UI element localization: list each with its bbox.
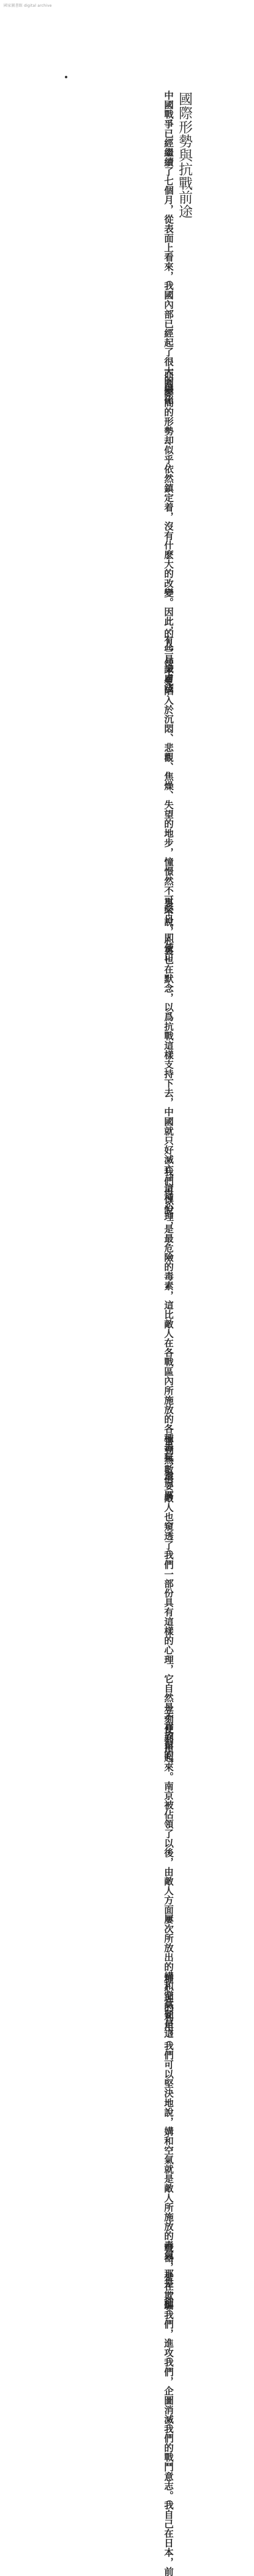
margin-dot (65, 76, 67, 78)
text-column-8: 種心理的利用。我們可以堅決地說，媾和空氣就是敵人所施放的毒氣，那是一種 (163, 1974, 174, 2308)
text-column-1: 中國戰爭已經繼續了七個月，從表面上看來，我國內部已經起了很大的變化 (163, 91, 174, 405)
text-column-5: 我們可以說，是最危險的毒素，這比敵人在各戰區內所施放的各種毒氣，還要厲 (163, 1167, 174, 1500)
text-column-7: 立刻便利用起來。南京被佔領了以後，由敵人方面屢次所放出的媾和空氣便是這 (163, 1705, 174, 2038)
text-column-2: ，而國際間的形勢却似乎依然鎮定着，沒有什麽大的改變。因此，有些見識膚淺 (163, 360, 174, 693)
text-column-3: 的人，便不免陷入於沉悶、悲觀、焦燥、失望的地步，憧憬然不可終日。即使口 (163, 629, 174, 962)
text-column-6: 害到無數倍。敵人也窺透了我們一部份具有這樣的心理，它自然是不肯放鬆的， (163, 1436, 174, 1769)
body-text (162, 91, 176, 2576)
chapter-title: 國際形勢與抗戰前途 (176, 92, 192, 218)
text-column-4: 裏不說，心裏也在默念，以爲抗戰這樣支持下去，中國就只好滅亡。這種心理， (163, 898, 174, 1231)
text-column-9: 戰器，是在欺騙我們，進攻我們，企圖消滅我們的戰鬥意志。我自己在日本，前 (163, 2243, 174, 2576)
watermark-text: 國家圖書館 digital archive (4, 4, 52, 8)
